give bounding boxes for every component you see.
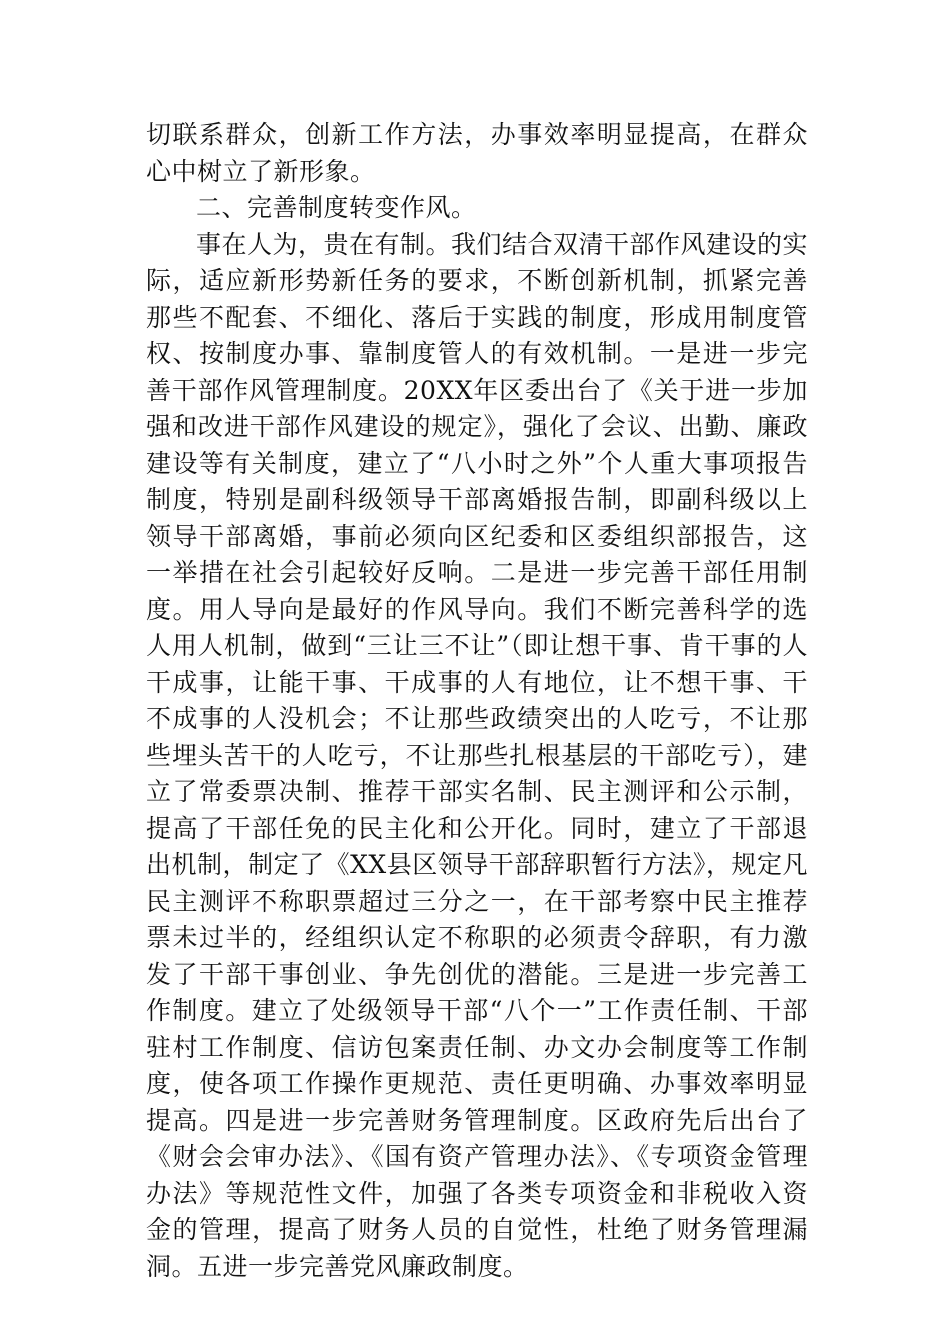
document-body bbox=[146, 117, 808, 1285]
section-heading: 二、完善制度转变作风。 bbox=[196, 193, 477, 222]
paragraph-continuation: 切联系群众，创新工作方法，办事效率明显提高，在群众心中树立了新形象。 bbox=[146, 120, 808, 186]
paragraph-body: 事在人为，贵在有制。我们结合双清干部作风建设的实际，适应新形势新任务的要求，不断创新机制，抓紧完善那些不配套、不细化、落后于实践的制度，形成用制度管权、按制度办事、靠制度管人的有效机制。一是进一步完善干部作风管理制度。20XX年区委出台了《关于进一步加强和改进干部作风建设的规定》，强化了会议、出勤、廉政建设等有关制度，建立了“八小时之外”个人重大事项报告制度，特别是副科级领导干部离婚报告制，即副科级以上领导干部离婚，事前必须向区纪委和区委组织部报告，这一举措在社会引起较好反响。二是进一步完善干部任用制度。用人导向是最好的作风导向。我们不断完善科学的选人用人机制，做到“三让三不让”（即让想干事、肯干事的人干成事，让能干事、干成事的人有地位，让不想干事、干不成事的人没机会；不让那些政绩突出的人吃亏，不让那些埋头苦干的人吃亏，不让那些扎根基层的干部吃亏），建立了常委票决制、推荐干部实名制、民主测评和公示制，提高了干部任免的民主化和公开化。同时，建立了干部退出机制，制定了《XX县区领导干部辞职暂行方法》，规定凡民主测评不称职票超过三分之一，在干部考察中民主推荐票未过半的，经组织认定不称职的必须责令辞职，有力激发了干部干事创业、争先创优的潜能。三是进一步完善工作制度。建立了处级领导干部“八个一”工作责任制、干部驻村工作制度、信访包案责任制、办文办会制度等工作制度，使各项工作操作更规范、责任更明确、办事效率明显提高。四是进一步完善财务管理制度。区政府先后出台了《财会会审办法》、《国有资产管理办法》、《专项资金管理办法》等规范性文件，加强了各类专项资金和非税收入资金的管理，提高了财务人员的自觉性，杜绝了财务管理漏洞。五进一步完善党风廉政制度。 bbox=[146, 229, 809, 1281]
